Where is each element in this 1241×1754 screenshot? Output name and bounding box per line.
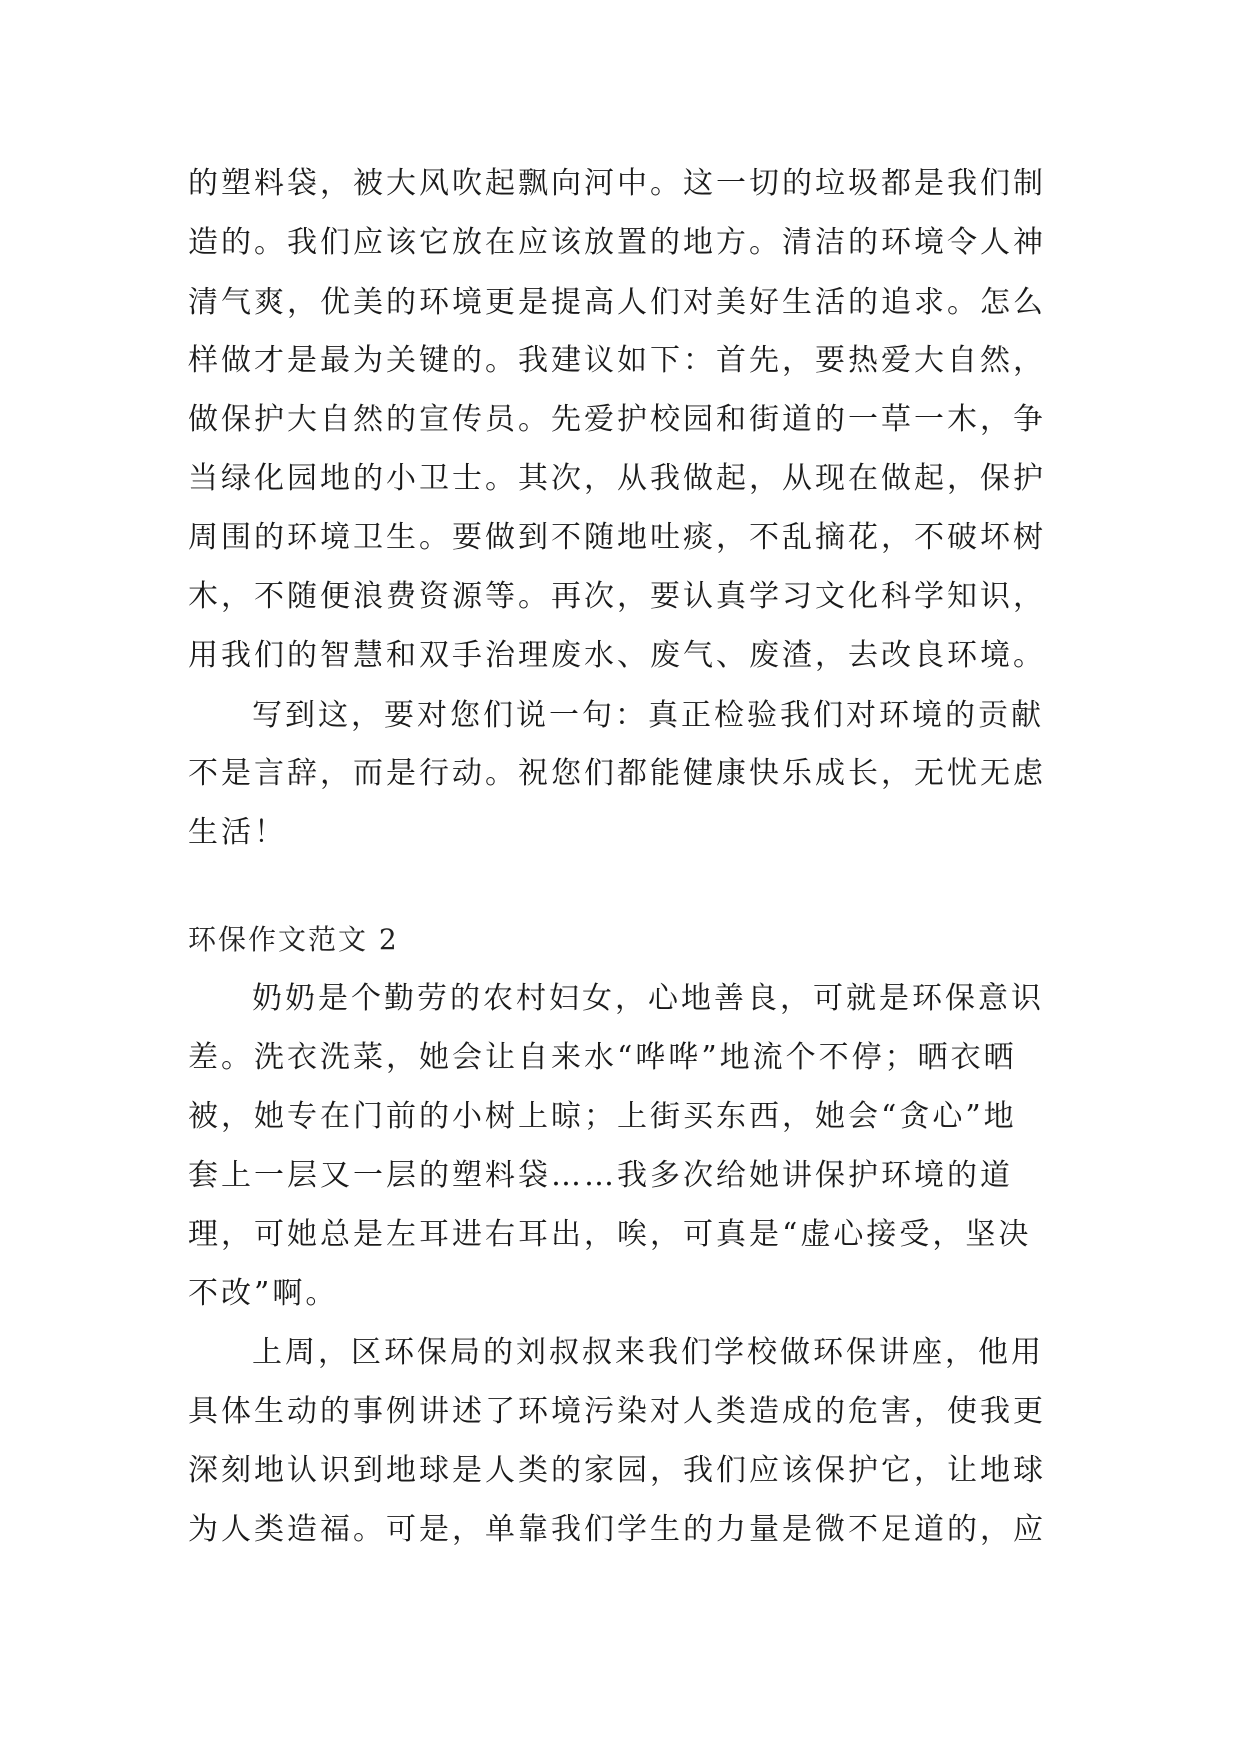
body-text-line: 木，不随便浪费资源等。再次，要认真学习文化科学知识， — [188, 579, 1046, 614]
paragraph-start-line: 写到这，要对您们说一句：真正检验我们对环境的贡献 — [252, 698, 1044, 733]
body-text-line: 周围的环境卫生。要做到不随地吐痰，不乱摘花，不破坏树 — [188, 520, 1046, 555]
body-text-line: 具体生动的事例讲述了环境污染对人类造成的危害，使我更 — [188, 1394, 1046, 1429]
body-text-line: 做保护大自然的宣传员。先爱护校园和街道的一草一木，争 — [188, 402, 1046, 437]
body-text-line: 样做才是最为关键的。我建议如下：首先，要热爱大自然， — [188, 343, 1046, 378]
body-text-line: 为人类造福。可是，单靠我们学生的力量是微不足道的，应 — [188, 1512, 1046, 1547]
body-text-line: 被，她专在门前的小树上晾；上街买东西，她会“贪心”地 — [188, 1099, 1017, 1134]
body-text-line: 不改”啊。 — [188, 1276, 339, 1311]
section-heading: 环保作文范文 2 — [188, 923, 399, 956]
body-text-line: 用我们的智慧和双手治理废水、废气、废渣，去改良环境。 — [188, 638, 1046, 673]
paragraph-start-line: 奶奶是个勤劳的农村妇女，心地善良，可就是环保意识 — [252, 981, 1044, 1016]
body-text-line: 套上一层又一层的塑料袋……我多次给她讲保护环境的道 — [188, 1158, 1013, 1193]
body-text-line: 不是言辞，而是行动。祝您们都能健康快乐成长，无忧无虑 — [188, 756, 1046, 791]
body-text-line: 的塑料袋，被大风吹起飘向河中。这一切的垃圾都是我们制 — [188, 166, 1046, 201]
paragraph-start-line: 上周，区环保局的刘叔叔来我们学校做环保讲座，他用 — [252, 1335, 1044, 1370]
body-text-line: 生活！ — [188, 815, 287, 850]
body-text-line: 理，可她总是左耳进右耳出，唉，可真是“虚心接受，坚决 — [188, 1217, 1032, 1252]
body-text-line: 清气爽，优美的环境更是提高人们对美好生活的追求。怎么 — [188, 285, 1046, 320]
body-text-line: 造的。我们应该它放在应该放置的地方。清洁的环境令人神 — [188, 225, 1046, 260]
body-text-line: 当绿化园地的小卫士。其次，从我做起，从现在做起，保护 — [188, 461, 1046, 496]
body-text-line: 深刻地认识到地球是人类的家园，我们应该保护它，让地球 — [188, 1453, 1046, 1488]
body-text-line: 差。洗衣洗菜，她会让自来水“哗哗”地流个不停；晒衣晒 — [188, 1040, 1017, 1075]
